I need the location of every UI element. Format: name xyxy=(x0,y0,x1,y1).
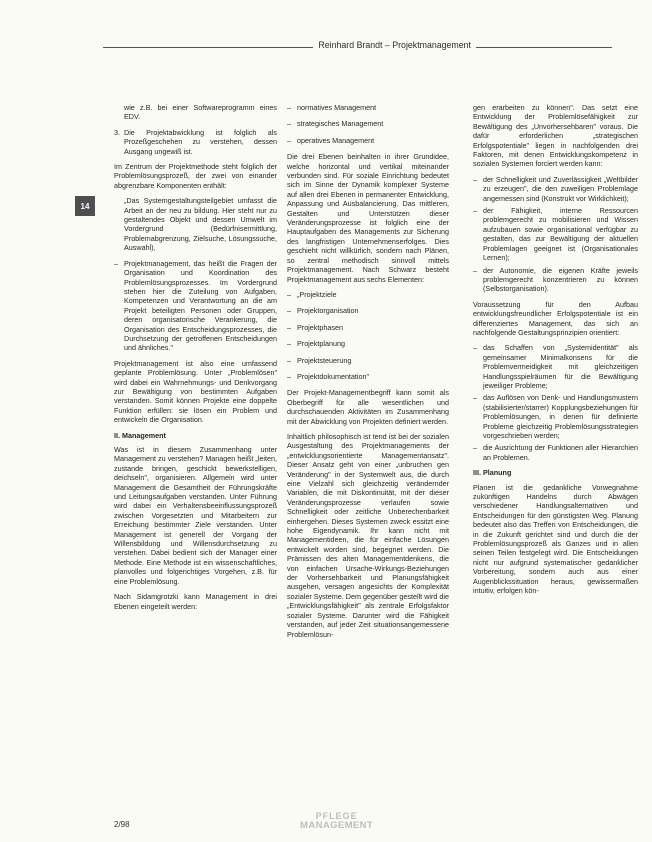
list-item: – Projektorganisation xyxy=(287,306,449,315)
list-item: – Projektphasen xyxy=(287,323,449,332)
continued-text: wie z.B. bei einer Softwareprogramm eines EDV. xyxy=(124,103,277,122)
paragraph-concept: Der Projekt-Managementbegriff kann somit als Oberbegriff für alle wesentlichen und durchschauenden Aktivitäten im Zusammenhang mit der Abwicklung von Projekten definiert werden. xyxy=(287,388,449,426)
list-item: – die Ausrichtung der Funktionen aller Hierarchien an Problemen. xyxy=(473,443,638,462)
section-heading-planning: III. Planung xyxy=(473,468,512,478)
column-3 xyxy=(473,103,638,602)
list-item: – Projektdokumentation" xyxy=(287,372,449,381)
list-item: – operatives Management xyxy=(287,136,449,145)
column-1 xyxy=(114,103,277,617)
paragraph-prerequisite: Voraussetzung für den Aufbau entwicklungsfreundlicher Erfolgspotentiale ist ein differenziertes Management, das sich an nachfolgende Gestaltungsprinzipien orientiert: xyxy=(473,299,638,337)
list-item: – normatives Management xyxy=(287,103,449,112)
list-item: – das Auflösen von Denk- und Handlungsmustern (stabilisierter/starrer) Kopplungsbeziehungen für Problemlösungen, in denen für definierte Probleme gleichzeitig Problemlösungsstrategien vorgeschrieben werden; xyxy=(473,393,638,440)
section-heading-management: II. Management xyxy=(114,430,166,440)
page-number: 2/98 xyxy=(114,820,130,829)
numbered-item-3 xyxy=(114,128,277,156)
factors-list xyxy=(473,175,638,294)
publication-logo xyxy=(300,812,373,830)
logo-line-1: PFLEGE xyxy=(315,811,358,821)
paragraph-levels-explained: Die drei Ebenen beinhalten in ihrer Grundidee, welche horizontal und vertikal miteinander verbunden sind. Für soziale Einrichtung bedeutet sich im Sinne der Dynamik komplexer Systeme auf allen drei Ebenen in permanenter Entwicklung, Anpassung und Ausbalancierung. Das mittleren, Gestalten und Unterstützen dieser Veränderungsprozesse ist folglich eine der Hauptaufgaben des Managements zur Sicherung des langfristigen Unternehmenserfolges. Dies geschieht nicht willkürlich, sondern nach Plänen, so zentral methodisch sinnvoll mittels Projektmanagement. Nach Schwarz besteht Projektmanagement aus sechs Elementen: xyxy=(287,152,449,284)
paragraph-planning: Planen ist die gedankliche Vorwegnahme zukünftigen Handelns durch Abwägen verschiedener Handlungsalternativen und Entscheidungen für den günstigsten Weg. Planung bedeutet also das Treffen von Entscheidungen, die in die Zukunft gerichtet sind und durch die der Problemlösungsprozeß als Ganzes und in allen seinen Teilen festgelegt wird. Die Entscheidungen nicht nur aufgrund systematischer gedanklicher Vorbereitung, sondern auch aus einer Augenblickssituation heraus, gewissermaßen intuitiv, erfolgen kön- xyxy=(473,482,638,596)
levels-list xyxy=(287,103,449,145)
list-item: – Projektsteuerung xyxy=(287,356,449,365)
paragraph-management: Was ist in diesem Zusammenhang unter Management zu verstehen? Managen heißt „leiten, zustande bringen, geschickt bewerkstelligen, deichseln", organisieren. Allgemein wird unter Management die Gesamtheit der Führungskräfte und Leitungsaufgaben verstanden. Unter Führung wird dabei ein Verhaltensbeeinflussungsprozeß zwischen Vorgesetzten und Mitarbeitern zur Erreichung bestimmter Ziele verstanden. Unter Management ist generell der Vorgang der Willensbildung und Willensdurchsetzung zu verstehen. Dabei bedient sich der Manager einer Methode. Eine Methode ist ein wissenschaftliches, planvolles und folgerichtiges Vorgehen, z.B. für eine Problemlösung. xyxy=(114,445,277,586)
paragraph-continued: gen erarbeiten zu können". Das setzt eine Entwicklung der Problemlösefähigkeit zur Bewältigung des „Unvorhersehbaren" voraus. Die dafür erforderlichen „strategischen Erfolgspotentiale" liegen in nachfolgenden drei Faktoren, mit denen Entwicklungskompetenz in sozialen Systemen forciert werden kann: xyxy=(473,103,638,169)
paragraph-levels: Nach Sidamgrotzki kann Management in drei Ebenen eingeteilt werden: xyxy=(114,592,277,611)
paragraph-center: Im Zentrum der Projektmethode steht folglich der Problemlösungsprozeß, der zwei von einander abgrenzbare Komponenten enthält: xyxy=(114,162,277,190)
elements-list xyxy=(287,290,449,381)
paragraph-philosophy: Inhaltlich philosophisch ist tend ist bei der sozialen Ausgestaltung des Projektmanagements der „entwicklungsorientierte Managementansatz". Dieser Ansatz geht von einer „unbruchen gen Veränderung" in der Systemwelt aus, die durch eine Vielzahl sich gleichzeitig verändernder Variablen, die mit Diskontinuität, mit der dieser Veränderungsprozesse verlaufen sowie Schnelligkeit oder zeitliche Unberechenbarkeit einhergehen. Dieses Systemen zweck essitzt eine hohe Eigendynamik. Ihr kann nicht mit Managementideen, die für einfache Lösungen entwickelt worden sind, begegnet werden. Die Prämissen des alten Managementdenkens, die von einfachen Ursache-Wirkungs-Beziehungen der Vorhersehbarkeit und Planungsfähigkeit ausgehen, versagen angesichts der Komplexität sozialer Systeme. Dem gegenüber gestellt wird die „Entwicklungsfähigkeit" als zentrale Erfolgsfaktor sozialer Systeme. Darunter wird die Fähigkeit verstanden, auf jeder Zeit situationsangemessene Problemlösun- xyxy=(287,431,449,639)
item-number: 3. xyxy=(114,127,120,137)
running-header: Reinhard Brandt – Projektmanagement xyxy=(313,40,476,50)
bullet-projektmanagement: – Projektmanagement, das heißt die Fragen der Organisation und Koordination des Problemlösungsprozesses. Im Vordergrund stehen hier die Zuteilung von Aufgaben, Kompetenzen und Verantwortung an die am Projekt beteiligten Personen oder Gruppen, deren organisatorische Verankerung, die Organisation des Entscheidungsprozesses, die Durchsetzung der getroffenen Entscheidungen und ähnliches." xyxy=(114,259,277,353)
list-item: – der Autonomie, die eigenen Kräfte jeweils problemgerecht konzentrieren zu können (Selbstorganisation). xyxy=(473,266,638,294)
page-marker: 14 xyxy=(75,196,95,216)
item-text: Die Projektabwicklung ist folglich als Prozeßgeschehen zu verstehen, dessen Ausgang ungewiß ist. xyxy=(124,127,277,156)
logo-line-2: MANAGEMENT xyxy=(300,820,374,831)
list-item: – „Projektziele xyxy=(287,290,449,299)
column-2 xyxy=(287,103,449,645)
list-item: – strategisches Management xyxy=(287,119,449,128)
bullet-list xyxy=(114,259,277,353)
list-item: – der Fähigkeit, interne Ressourcen problemgerecht zu mobilisieren und Wissen aufzubauen sowie organisational verfügbar zu gestalten, das zur Bewältigung der aktuellen Problemlagen geeignet ist (Organisationales Lernen); xyxy=(473,206,638,262)
list-item: – der Schnelligkeit und Zuverlässigkeit „Weltbilder zu erzeugen", die den zuweiligen Problemlage angemessen sind (Konstrukt vor Wirklichkeit); xyxy=(473,175,638,203)
quote-block: „Das Systemgestaltungsteilgebiet umfasst die Arbeit an der neu zu bildung. Hier steht nur zu gestaltendes Objekt und dessen Umwelt im Vordergrund (Bedürfnisermittlung, Problemabgrenzung, Zielsuche, Lösungssuche, Auswahl), xyxy=(124,196,277,253)
paragraph-definition: Projektmanagement ist also eine umfassend geplante Problemlösung. Unter „Problemlösen" wird dabei ein Wahrnehmungs- und Denkvorgang zur Bewältigung von bestimmten Aufgaben verstanden. Somit können Projekte eine doppelte Funktion erfüllen: sie lösen ein Problem und entwickeln die Organisation. xyxy=(114,358,277,425)
principles-list xyxy=(473,343,638,462)
list-item: – das Schaffen von „Systemidentität" als gemeinsamer Minimalkonsens für die Problemvermeidigkeit mit gleichzeitigen Handlungsspielräumen für die Bewältigung jeweiliger Probleme; xyxy=(473,343,638,390)
list-item: – Projektplanung xyxy=(287,339,449,348)
